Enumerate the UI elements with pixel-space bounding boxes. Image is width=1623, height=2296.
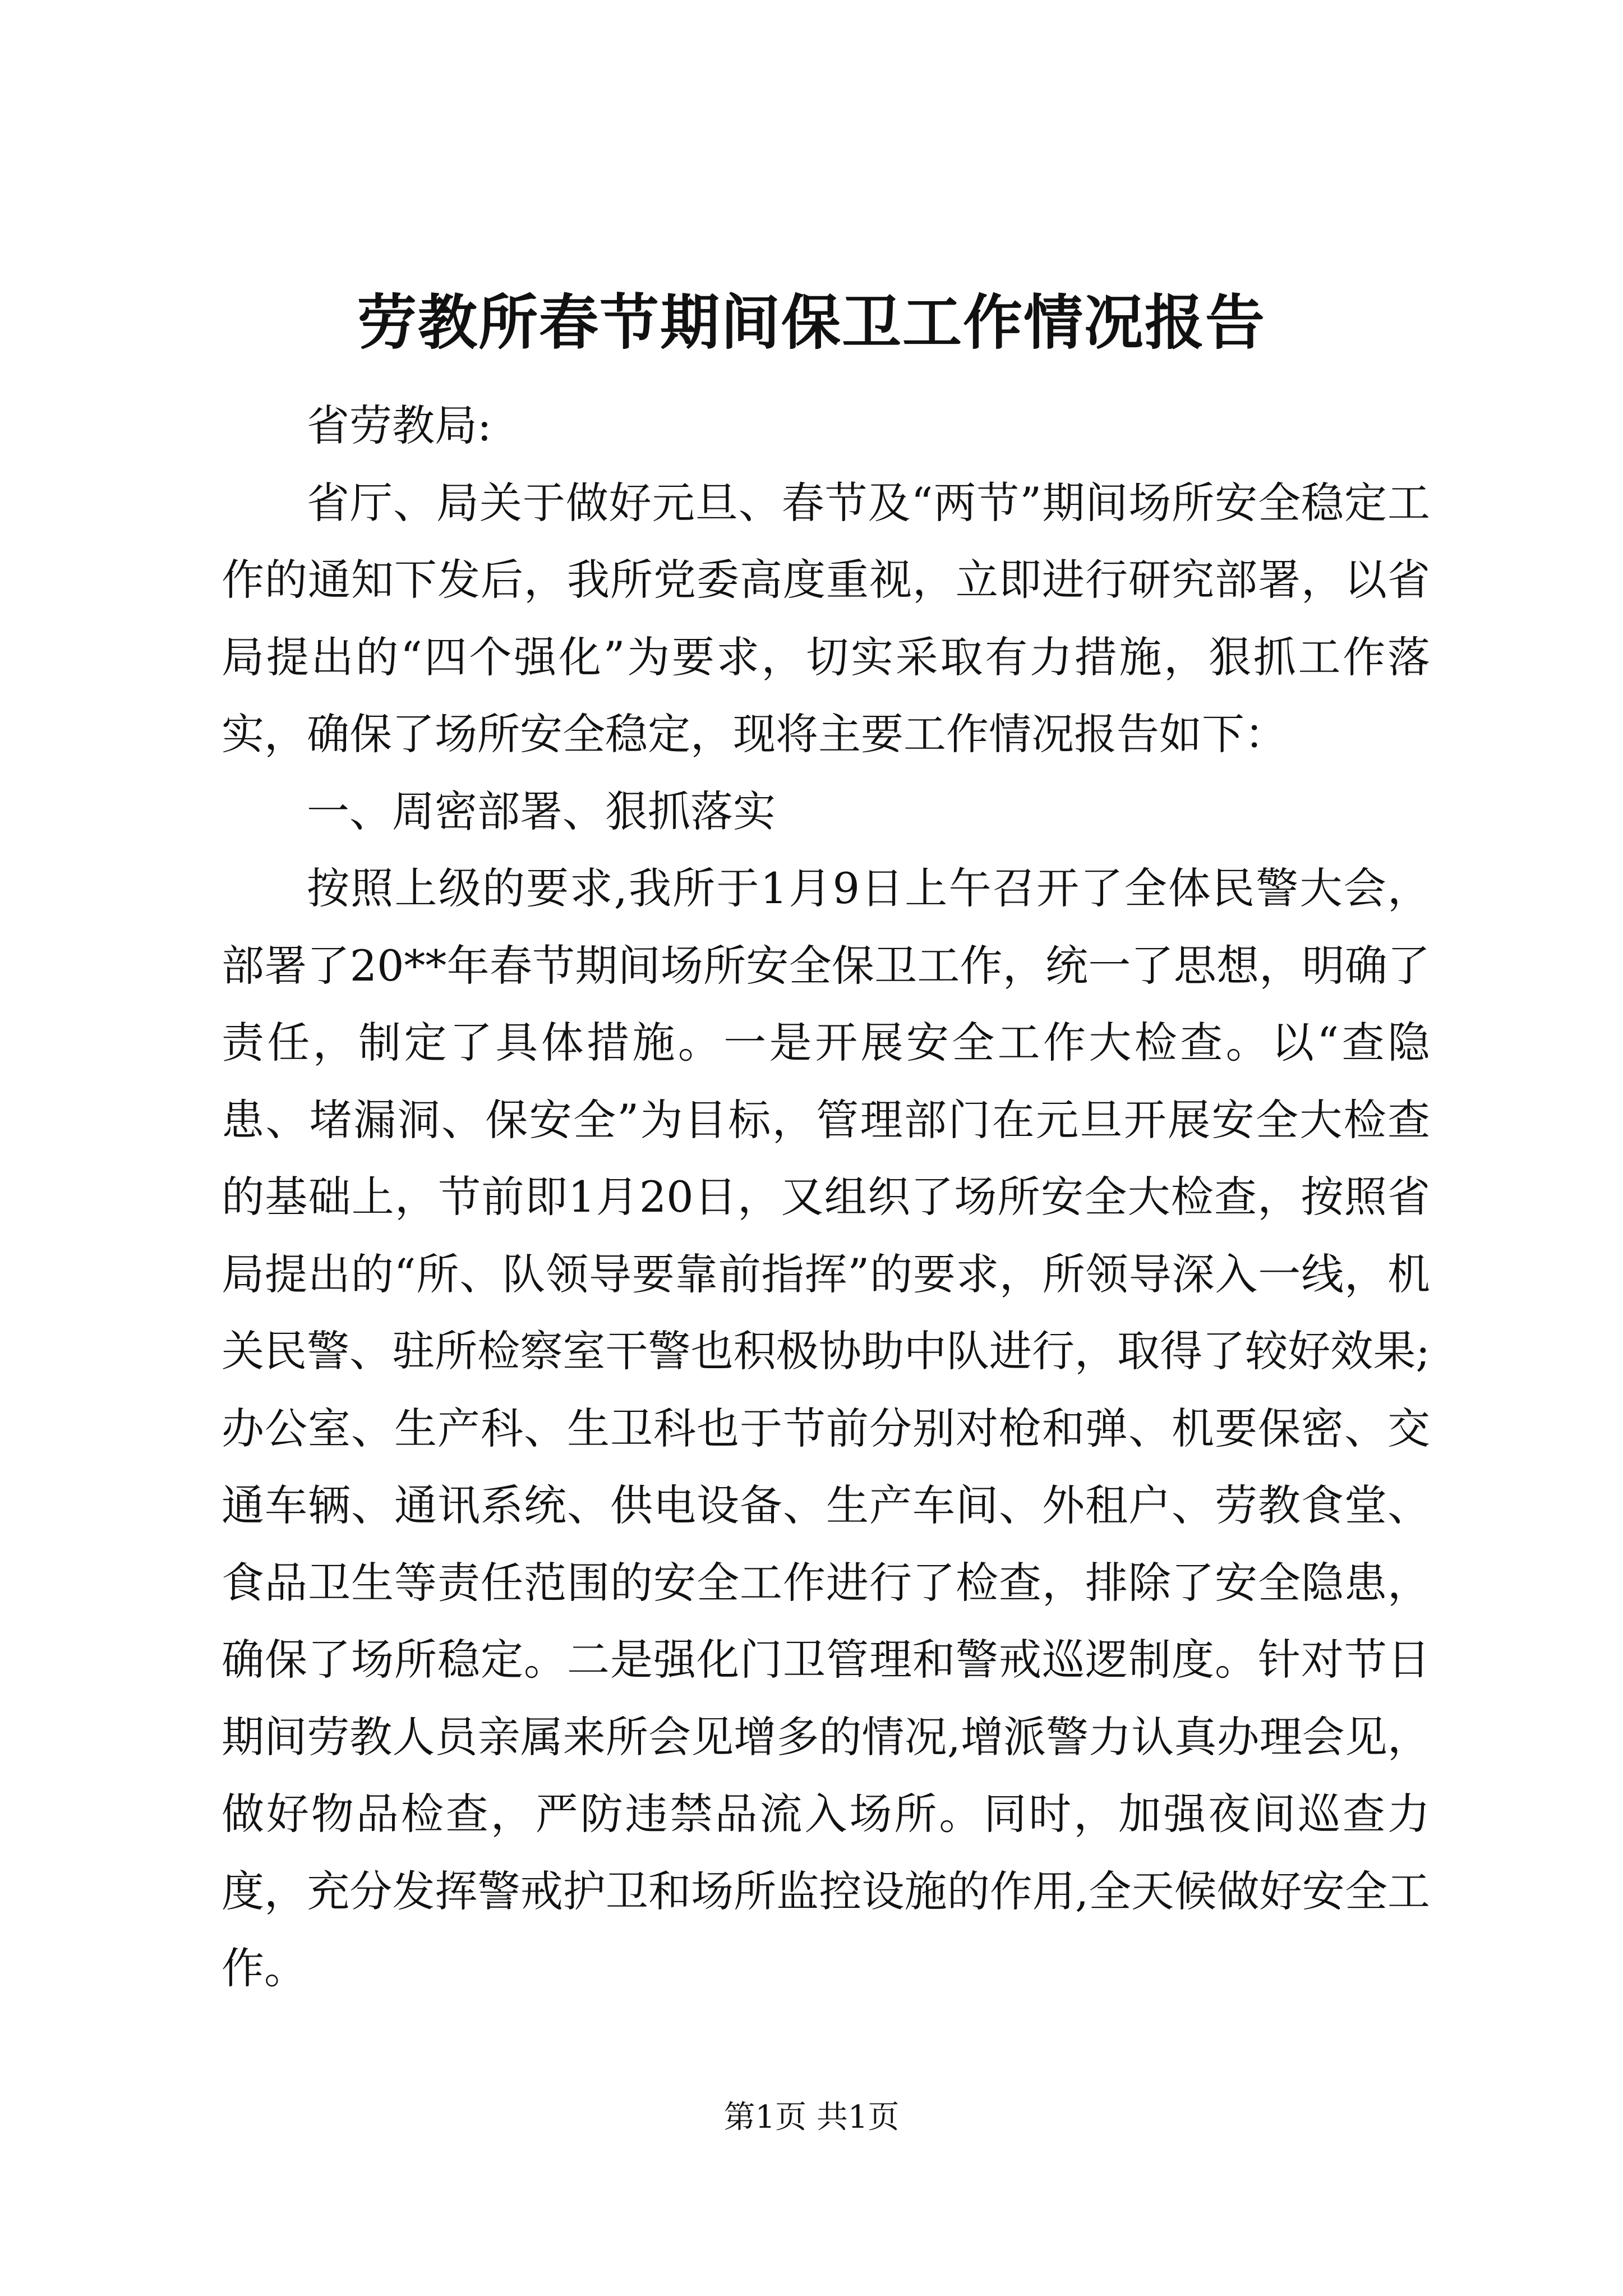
page-footer: 第1页 共1页 (723, 2099, 900, 2136)
paragraph-intro: 省厅、局关于做好元旦、春节及“两节”期间场所安全稳定工作的通知下发后，我所党委高度重视，立即进行研究部署，以省局提出的“四个强化”为要求，切实采取有力措施，狠抓工作落实，确保了场所安全稳定，现将主要工作情况报告如下： (222, 477, 1430, 759)
section-heading: 一、周密部署、狠抓落实 (307, 786, 776, 836)
paragraph-section-one: 按照上级的要求,我所于1月9日上午召开了全体民警大会，部署了20**年春节期间场所安全保卫工作，统一了思想，明确了责任，制定了具体措施。一是开展安全工作大检查。以“查隐患、堵漏洞、保安全”为目标，管理部门在元旦开展安全大检查的基础上，节前即1月20日，又组织了场所安全大检查，按照省局提出的“所、队领导要靠前指挥”的要求，所领导深入一线，机关民警、驻所检察室干警也积极协助中队进行，取得了较好效果;办公室、生产科、生卫科也于节前分别对枪和弹、机要保密、交通车辆、通讯系统、供电设备、生产车间、外租户、劳教食堂、食品卫生等责任范围的安全工作进行了检查，排除了安全隐患，确保了场所稳定。二是强化门卫管理和警戒巡逻制度。针对节日期间劳教人员亲属来所会见增多的情况,增派警力认真办理会见，做好物品检查，严防违禁品流入场所。同时，加强夜间巡查力度，充分发挥警戒护卫和场所监控设施的作用,全天候做好安全工作。 (222, 863, 1430, 1993)
salutation: 省劳教局: (307, 401, 492, 450)
document-body (222, 387, 1430, 2007)
document-title: 劳教所春节期间保卫工作情况报告 (357, 287, 1266, 357)
